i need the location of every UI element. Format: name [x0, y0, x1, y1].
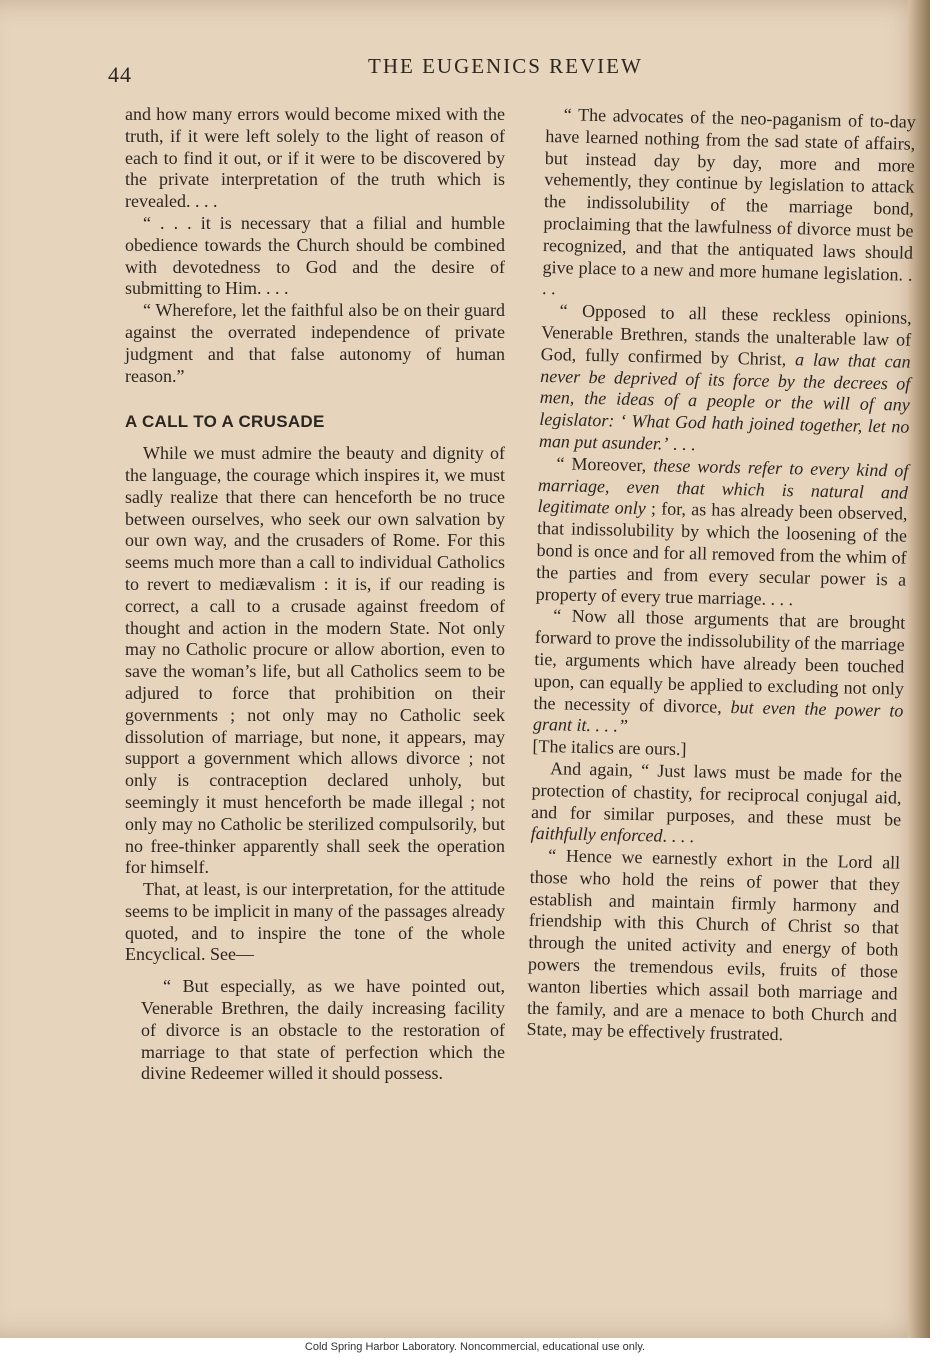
block-quote: “ But especially, as we have pointed out, Venerable Brethren, the daily increasing facility of divorce is an obstacle to the restoration of marriage to that state of perfection which the divine Redeemer willed it should possess.	[141, 976, 505, 1084]
italic-text: but even the power to grant it. . . .”	[532, 696, 904, 737]
archive-credit: Cold Spring Harbor Laboratory. Noncommercial, educational use only.	[304, 1341, 646, 1353]
paragraph: That, at least, is our interpretation, for the attitude seems to be implicit in many of the passages already quoted, and to inspire the tone of the whole Encyclical. See—	[125, 879, 505, 965]
italic-text: faithfully enforced	[530, 823, 663, 846]
quote-paragraph: “ The advocates of the neo-paganism of to-day have learned nothing from the sad state of affairs, but instead day by day, more and more vehemently, they continue by legislation to attack the indissolubility of the marriage bond, proclaiming that the lawfulness of divorce must be recognized, and that the antiquated laws should give place to a new and more humane legislation. . . .	[541, 104, 916, 299]
quote-paragraph: “ Wherefore, let the faithful also be on their guard against the overrated independence of private judgment and that false autonomy of human reason.”	[125, 300, 505, 386]
quote-paragraph: “ Opposed to all these reckless opinions, Venerable Brethren, stands the unalterable law of God, fully confirmed by Christ, a law that can never be deprived of its force by the decrees of men, the ideas of a people or the will of any legislator: ‘ What God hath joined together, let no man put asunder.’ . . .	[538, 300, 912, 455]
italic-text: these words refer to every kind of marriage, even that which is natural and legitimate only	[537, 455, 909, 519]
editorial-note: [The italics are ours.]	[532, 735, 687, 760]
right-column	[526, 104, 916, 1049]
quote-paragraph: “ Hence we earnestly exhort in the Lord all those who hold the reins of power that they establish and maintain firmly harmony and friendship with this Church of Christ so that through the united activity and energy of both powers the tremendous evils, fruits of those wanton liberties which assail both marriage and the family, and are a menace to both Church and State, may be effectively frustrated.	[526, 845, 901, 1045]
paragraph: While we must admire the beauty and dignity of the language, the courage which inspires it, we must sadly realize that there can henceforth be no truce between ourselves, who seek our own salvation by our own way, and the crusaders of Rome. For this seems much more than a call to individual Catholics to revert to mediævalism : it is, if our reading is correct, a call to a crusade against freedom of thought and action in the modern State. Not only may no Catholic procure or allow abortion, even to save the woman’s life, but all Catholics seem to be adjured to force that prohibition on their governments ; not only may no Catholic seek dissolution of marriage, but none, it appears, may support a government which allows divorce ; not only is contraception declared unholy, but seemingly it must henceforth be made illegal ; not only may no Catholic be sterilized compulsorily, but no free-thinker apparently shall seek the operation for himself.	[125, 443, 505, 878]
italic-text: a law that can never be deprived of its force by the decrees of men, the ideas of a people or the will of any legislator: ‘ What God hath joined together, let no man put asunder.’	[538, 349, 911, 454]
paragraph: And again, “ Just laws must be made for the protection of chastity, for reciprocal conjugal aid, and for similar purposes, and these must be faithfully enforced. . . .	[530, 758, 903, 847]
quote-paragraph: “ . . . it is necessary that a filial and humble obedience towards the Church should be combined with devotedness to God and the desire of submitting to Him. . . .	[125, 212, 505, 299]
quote-paragraph: “ Moreover, these words refer to every kind of marriage, even that which is natural and legitimate only ; for, as has already been observed, that indissolubility by which the loosening of the bond is once and for all removed from the whim of the parties and from every secular power is a property of every true marriage. . . .	[535, 453, 909, 609]
running-head: THE EUGENICS REVIEW	[368, 54, 643, 78]
paragraph: and how many errors would become mixed with the truth, if it were left solely to the light of reason of each to find it out, or if it were to be discovered by the private interpretation of the truth which is revealed. . . .	[125, 104, 505, 212]
page-number: 44	[108, 62, 132, 87]
section-heading: A CALL TO A CRUSADE	[125, 412, 325, 432]
quote-paragraph: “ Now all those arguments that are brought forward to prove the indissolubility of the marriage tie, arguments which have already been touched upon, can equally be applied to excluding not only the necessity of divorce, but even the power to grant it. . . .”	[532, 605, 906, 737]
left-column	[125, 104, 505, 1085]
